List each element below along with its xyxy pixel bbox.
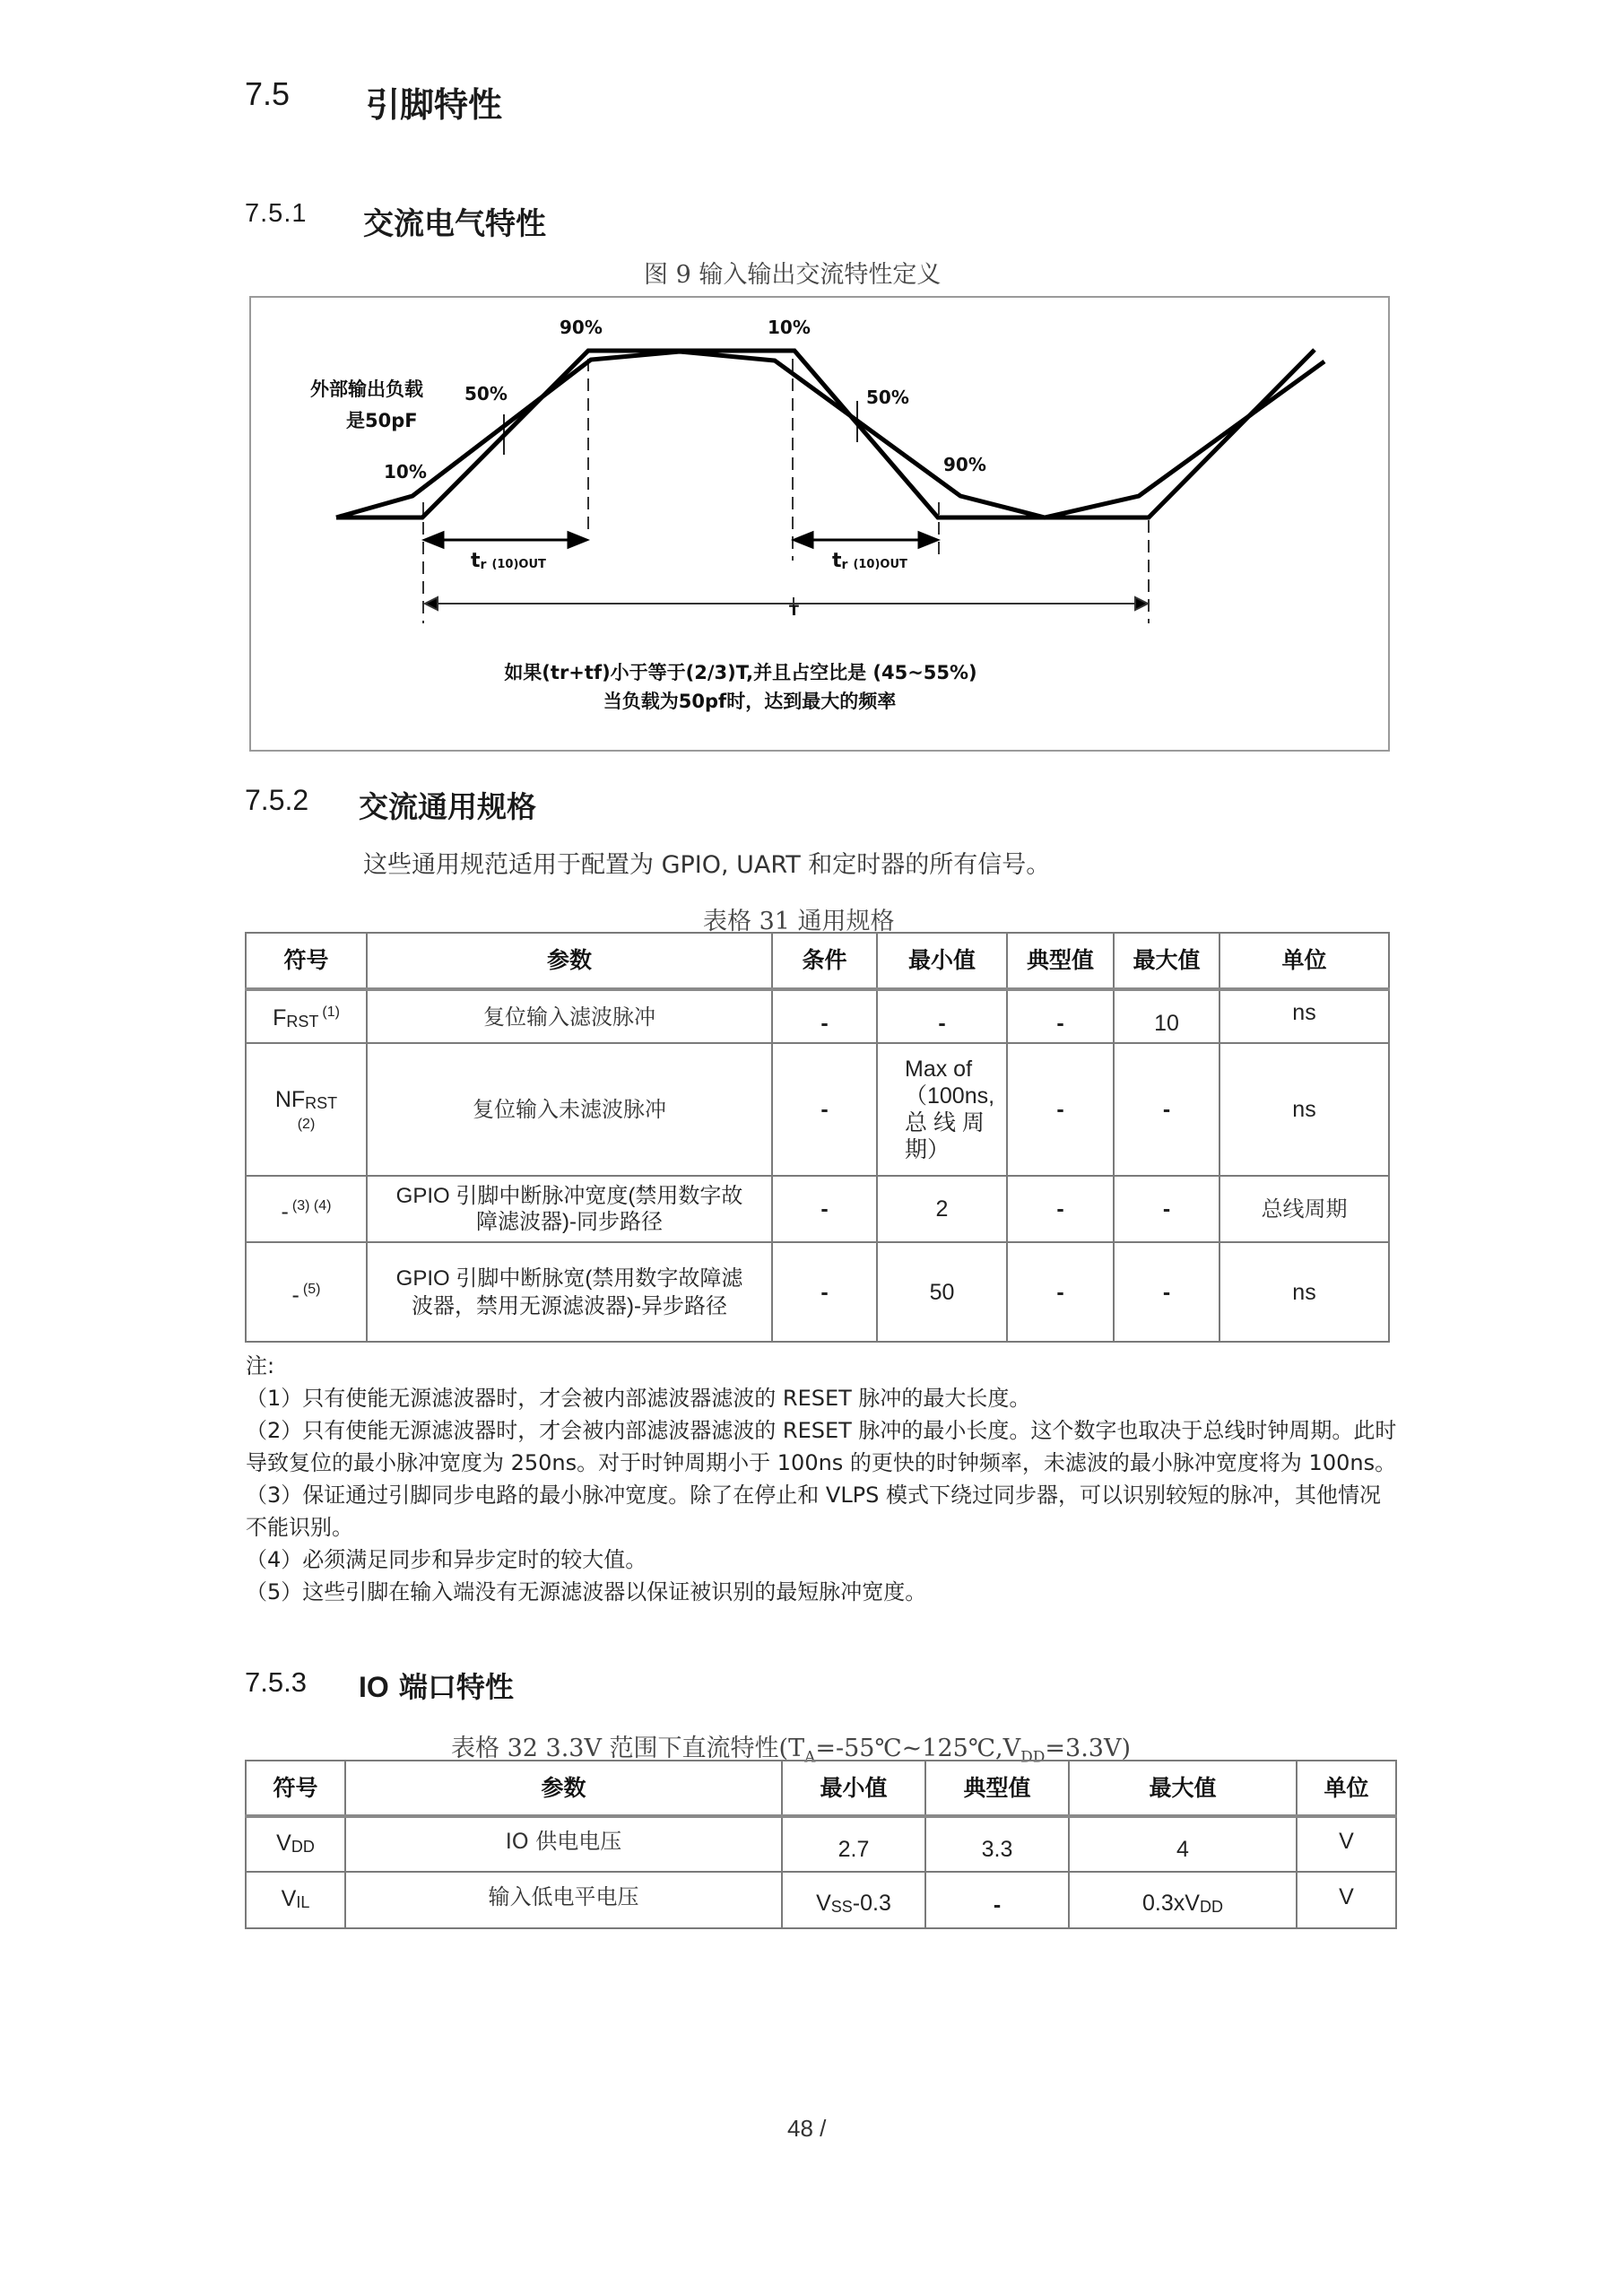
table-row (246, 1043, 1389, 1176)
header-unit: 单位 (1297, 1761, 1396, 1816)
cell-max: $0.3xV_{DD}$ (1069, 1872, 1297, 1928)
header-min: 最小值 (782, 1761, 925, 1816)
table-row (246, 989, 1389, 1043)
label-fall-10: 10% (768, 317, 811, 338)
table-header-row (246, 933, 1389, 989)
cell-parameter: 复位输入未滤波脉冲 (367, 1043, 772, 1176)
label-fall-50: 50% (866, 387, 909, 408)
svg-text:tr(10)OUT: tr (10)OUT (471, 550, 546, 572)
subsection-title-7-5-2: 交流通用规格 (359, 789, 536, 824)
header-max: 最大值 (1069, 1761, 1297, 1816)
figure-note-line1: 如果(tr+tf)小于等于(2/3)T,并且占空比是 (45~55%) (504, 662, 977, 683)
cell-parameter: GPIO 引脚中断脉宽(禁用数字故障滤波器，禁用无源滤波器)-异步路径 (367, 1242, 772, 1342)
cell-condition: - (772, 1176, 877, 1242)
cell-unit: V (1297, 1872, 1396, 1928)
table-31-general-specs (245, 932, 1390, 1343)
cell-symbol: $NF_{RST}$ (2) (246, 1043, 367, 1176)
header-typ: 典型值 (925, 1761, 1069, 1816)
header-condition: 条件 (772, 933, 877, 989)
header-symbol: 符号 (246, 1761, 345, 1816)
header-symbol: 符号 (246, 933, 367, 989)
cell-typ: - (1007, 1043, 1114, 1176)
table-row (246, 1176, 1389, 1242)
cell-unit: V (1297, 1816, 1396, 1872)
cell-unit: 总线周期 (1219, 1176, 1389, 1242)
cell-min: 2 (877, 1176, 1007, 1242)
subsection-title-7-5-3 (359, 1665, 514, 1706)
cell-max: 4 (1069, 1816, 1297, 1872)
table-row (246, 1816, 1396, 1872)
cell-typ: - (1007, 1242, 1114, 1342)
cell-parameter: 复位输入滤波脉冲 (367, 989, 772, 1043)
cell-symbol: - $^{(3) (4)}$ (246, 1176, 367, 1242)
table-row (246, 1872, 1396, 1928)
subsection-number-7-5-3: 7.5.3 (245, 1666, 307, 1698)
cell-symbol: $V_{DD}$ (246, 1816, 345, 1872)
table-32-caption: 表格 32 3.3V 范围下直流特性$(T_A=-55℃\sim 125℃,V_{DD}=3.3V)$ (451, 1735, 1131, 1767)
cell-unit: ns (1219, 1043, 1389, 1176)
cell-symbol: - $^{(5)}$ (246, 1242, 367, 1342)
cell-parameter: GPIO 引脚中断脉冲宽度(禁用数字故障滤波器)-同步路径 (367, 1176, 772, 1242)
cell-symbol: $V_{IL}$ (246, 1872, 345, 1928)
section-title: 引脚特性 (366, 85, 503, 125)
label-load-line1: 外部输出负载 (310, 378, 423, 400)
label-rise-50: 50% (464, 383, 508, 404)
label-rise-10: 10% (384, 461, 427, 483)
cell-unit: ns (1219, 989, 1389, 1043)
subsection-title-7-5-1: 交流电气特性 (363, 206, 546, 242)
cell-max: 10 (1114, 989, 1219, 1043)
note-4: （4）必须满足同步和异步定时的较大值。 (246, 1547, 647, 1572)
table-32-dc-characteristics (245, 1760, 1397, 1929)
cell-symbol: $F_{RST}^{(1)}$ (246, 989, 367, 1043)
title-main: 端口特性 (398, 1670, 514, 1704)
figure-caption: 图 9 输入输出交流特性定义 (644, 261, 942, 289)
note-3: （3）保证通过引脚同步电路的最小脉冲宽度。除了在停止和 VLPS 模式下绕过同步器，可以识别较短的脉冲，其他情况不能识别。 (246, 1483, 1382, 1540)
cell-min: 50 (877, 1242, 1007, 1342)
cell-typ: 3.3 (925, 1816, 1069, 1872)
header-typ: 典型值 (1007, 933, 1114, 989)
figure-frame (249, 296, 1390, 752)
page-number: 48 / (787, 2115, 827, 2142)
table-31-notes (246, 1350, 1398, 1608)
note-2: （2）只有使能无源滤波器时，才会被内部滤波器滤波的 RESET 脉冲的最小长度。这个数字也取决于总线时钟周期。此时导致复位的最小脉冲宽度为 250ns。对于时钟周期小于 100ns 的更快的时钟频率，未滤波的最小脉冲宽度将为 100ns。 (246, 1418, 1397, 1475)
label-rise-90: 90% (560, 317, 603, 338)
label-period: T (789, 602, 799, 619)
header-unit: 单位 (1219, 933, 1389, 989)
cell-parameter: 输入低电平电压 (345, 1872, 782, 1928)
table-31-caption: 表格 31 通用规格 (703, 908, 895, 935)
cell-condition: - (772, 1043, 877, 1176)
subsection-number-7-5-2: 7.5.2 (245, 784, 309, 816)
header-parameter: 参数 (345, 1761, 782, 1816)
notes-title: 注: (246, 1353, 275, 1378)
cell-parameter: IO 供电电压 (345, 1816, 782, 1872)
label-load-line2: 是50pF (346, 410, 418, 431)
cell-min: - (877, 989, 1007, 1043)
table-header-row (246, 1761, 1396, 1816)
svg-text:tr(10)OUT: tr (10)OUT (832, 550, 907, 572)
cell-unit: ns (1219, 1242, 1389, 1342)
header-max: 最大值 (1114, 933, 1219, 989)
note-1: （1）只有使能无源滤波器时，才会被内部滤波器滤波的 RESET 脉冲的最大长度。 (246, 1386, 1031, 1411)
cell-typ: - (1007, 989, 1114, 1043)
cell-min: Max of（100ns, 总 线 周 期） (877, 1043, 1007, 1176)
cell-typ: - (1007, 1176, 1114, 1242)
title-prefix: IO (359, 1671, 389, 1703)
cell-typ: - (925, 1872, 1069, 1928)
note-5: （5）这些引脚在输入端没有无源滤波器以保证被识别的最短脉冲宽度。 (246, 1579, 927, 1605)
header-min: 最小值 (877, 933, 1007, 989)
intro-paragraph: 这些通用规范适用于配置为 GPIO, UART 和定时器的所有信号。 (363, 851, 1051, 879)
label-fall-90: 90% (943, 454, 986, 475)
cell-max: - (1114, 1043, 1219, 1176)
header-parameter: 参数 (367, 933, 772, 989)
cell-max: - (1114, 1242, 1219, 1342)
cell-condition: - (772, 989, 877, 1043)
section-number: 7.5 (245, 75, 291, 112)
figure-note-line2: 当负载为50pf时，达到最大的频率 (603, 691, 897, 712)
table-row (246, 1242, 1389, 1342)
cell-max: - (1114, 1176, 1219, 1242)
cell-condition: - (772, 1242, 877, 1342)
cell-min: 2.7 (782, 1816, 925, 1872)
subsection-number-7-5-1: 7.5.1 (245, 199, 308, 228)
cell-min: $V_{SS}-0.3$ (782, 1872, 925, 1928)
